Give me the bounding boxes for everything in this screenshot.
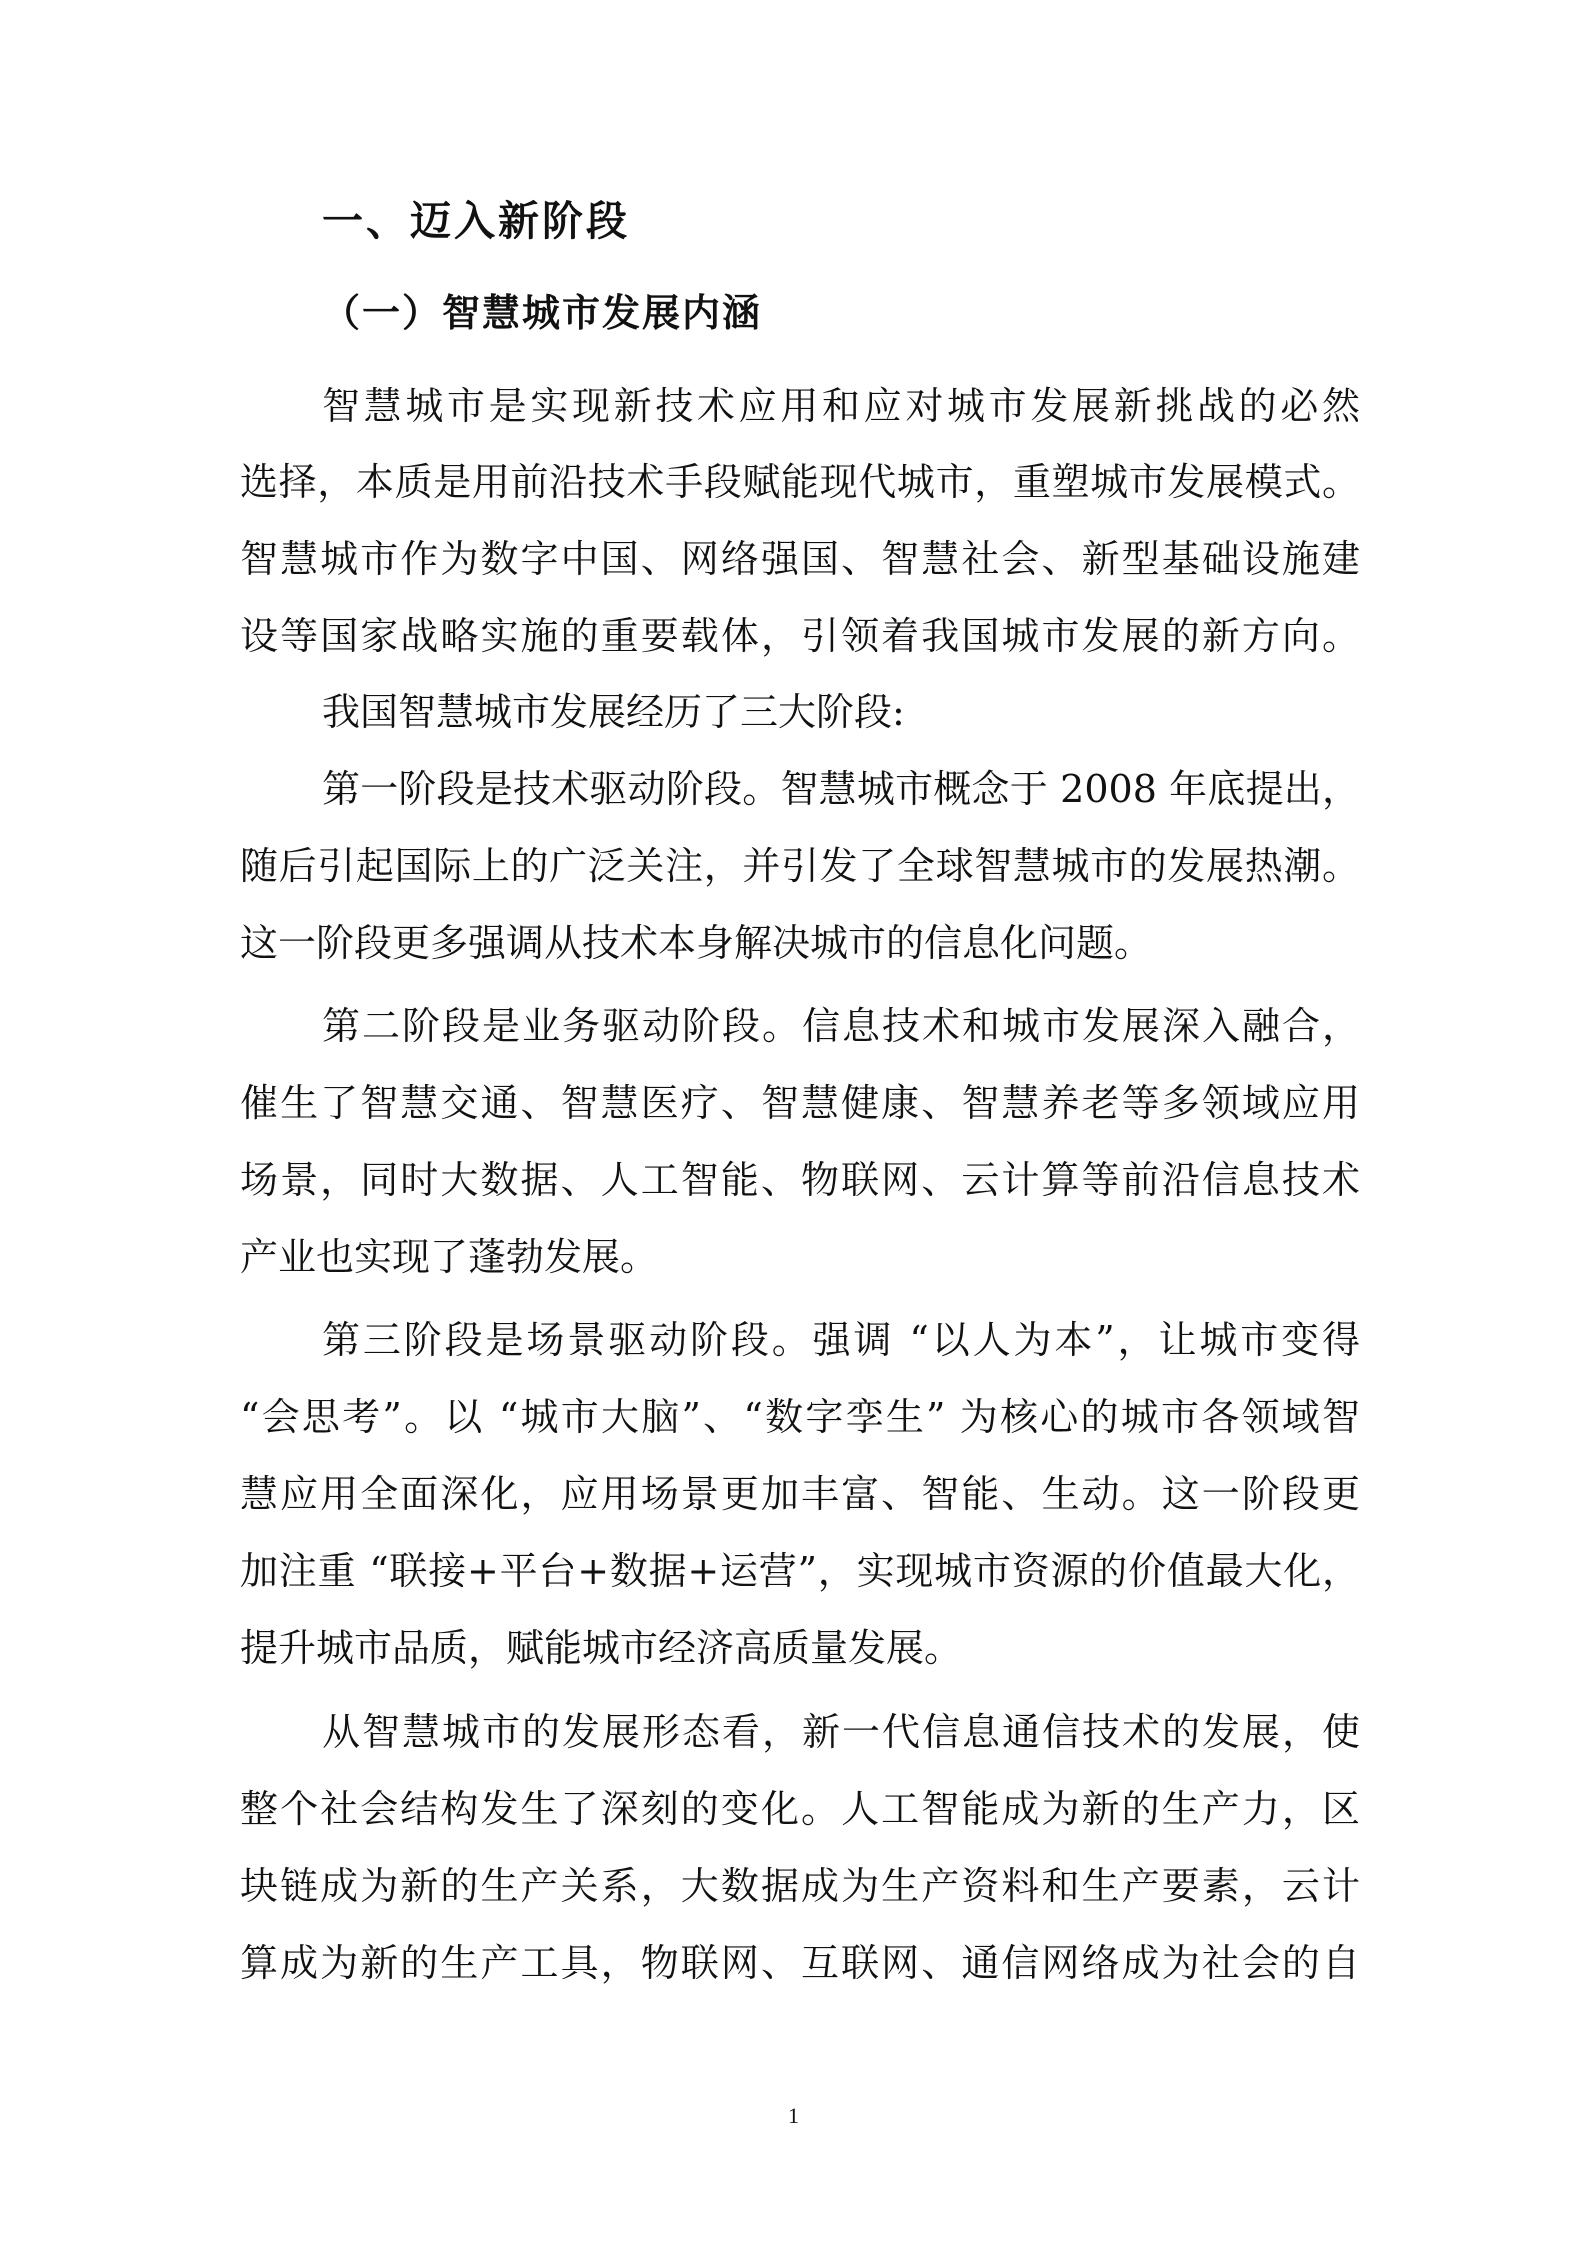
page-number: 1 [788, 2103, 799, 2128]
paragraph-line: 算成为新的生产工具，物联网、互联网、通信网络成为社会的自 [240, 1941, 1360, 1985]
paragraph-line: 慧应用全面深化，应用场景更加丰富、智能、生动。这一阶段更 [240, 1472, 1360, 1516]
paragraph-line: 产业也实现了蓬勃发展。 [240, 1235, 659, 1279]
paragraph-line: 随后引起国际上的广泛关注，并引发了全球智慧城市的发展热潮。 [240, 844, 1360, 888]
paragraph-line: 第二阶段是业务驱动阶段。信息技术和城市发展深入融合， [322, 1004, 1360, 1048]
paragraph-line: 我国智慧城市发展经历了三大阶段: [322, 690, 905, 734]
paragraph-line: 选择，本质是用前沿技术手段赋能现代城市，重塑城市发展模式。 [240, 460, 1360, 504]
paragraph-line: 智慧城市作为数字中国、网络强国、智慧社会、新型基础设施建 [240, 537, 1360, 581]
paragraph-line: 场景，同时大数据、人工智能、物联网、云计算等前沿信息技术 [240, 1158, 1360, 1202]
paragraph-line: 第三阶段是场景驱动阶段。强调 “以人为本”，让城市变得 [322, 1318, 1360, 1362]
paragraph-line: 块链成为新的生产关系，大数据成为生产资料和生产要素，云计 [240, 1864, 1360, 1908]
paragraph-line: 提升城市品质，赋能城市经济高质量发展。 [240, 1626, 963, 1670]
paragraph-line: 催生了智慧交通、智慧医疗、智慧健康、智慧养老等多领域应用 [240, 1081, 1360, 1125]
paragraph-line: 加注重 “联接+平台+数据+运营”，实现城市资源的价值最大化， [240, 1549, 1360, 1593]
paragraph-line: 智慧城市是实现新技术应用和应对城市发展新挑战的必然 [322, 384, 1360, 428]
paragraph-line: 从智慧城市的发展形态看，新一代信息通信技术的发展，使 [322, 1710, 1360, 1754]
subsection-heading: （一）智慧城市发展内涵 [322, 291, 763, 335]
paragraph-line: 这一阶段更多强调从技术本身解决城市的信息化问题。 [240, 921, 1153, 965]
paragraph-line: “会思考”。以 “城市大脑”、“数字孪生” 为核心的城市各领域智 [240, 1395, 1360, 1439]
paragraph-line: 设等国家战略实施的重要载体，引领着我国城市发展的新方向。 [240, 614, 1360, 658]
paragraph-line: 第一阶段是技术驱动阶段。智慧城市概念于 2008 年底提出， [322, 767, 1360, 811]
paragraph-line: 整个社会结构发生了深刻的变化。人工智能成为新的生产力，区 [240, 1787, 1360, 1831]
section-heading: 一、迈入新阶段 [322, 197, 630, 245]
